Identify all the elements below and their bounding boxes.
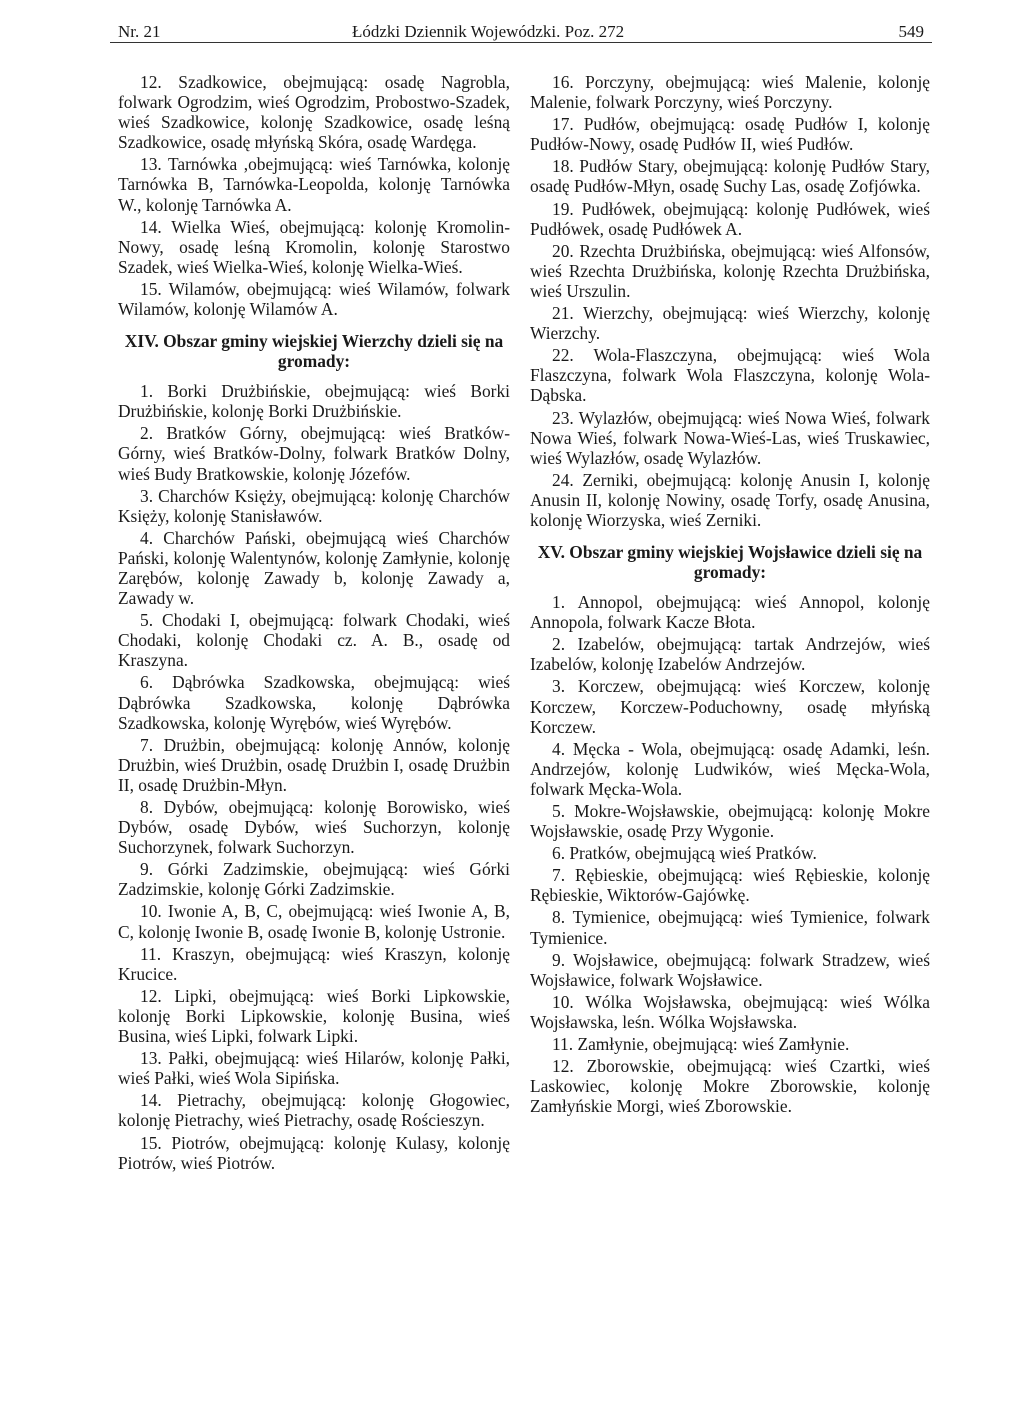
entry-paragraph: 12. Lipki, obejmującą: wieś Borki Lipkowskie, kolonję Borki Lipkowskie, kolonję Busina, wieś Busina, wieś Lipki, folwark Lipki. (118, 985, 510, 1047)
entry-paragraph: 13. Pałki, obejmującą: wieś Hilarów, kolonję Pałki, wieś Pałki, wieś Wola Sipińska. (118, 1048, 510, 1089)
entry-paragraph: 22. Wola-Flaszczyna, obejmującą: wieś Wola Flaszczyna, folwark Wola Flaszczyna, kolonję Wola-Dąbska. (530, 345, 930, 406)
entry-paragraph: 18. Pudłów Stary, obejmującą: kolonję Pudłów Stary, osadę Pudłów-Młyn, osadę Suchy Las, osadę Zofjówka. (530, 156, 930, 197)
paragraph-list-a (118, 72, 510, 319)
entry-paragraph: 1. Annopol, obejmującą: wieś Annopol, kolonję Annopola, folwark Kacze Błota. (530, 592, 930, 633)
entry-paragraph: 6. Pratków, obejmującą wieś Pratków. (552, 843, 817, 864)
entry-paragraph: 12. Szadkowice, obejmującą: osadę Nagrobla, folwark Ogrodzim, wieś Ogrodzim, Probostwo-Szadek, wieś Szadkowice, kolonję Szadkowice, osadę leśną Szadkowice, osadę młyńską Skóra, osadę Wardęga. (118, 72, 510, 153)
left-column (118, 72, 510, 1175)
entry-paragraph: 6. Dąbrówka Szadkowska, obejmującą: wieś Dąbrówka Szadkowska, kolonję Dąbrówka Szadkowska, kolonję Wyrębów, wieś Wyrębów. (118, 672, 510, 733)
paragraph-list-a (530, 72, 930, 530)
entry-paragraph: 9. Wojsławice, obejmującą: folwark Stradzew, wieś Wojsławice, folwark Wojsławice. (530, 949, 930, 990)
entry-paragraph: 9. Górki Zadzimskie, obejmującą: wieś Górki Zadzimskie, kolonję Górki Zadzimskie. (118, 859, 510, 900)
entry-paragraph: 5. Chodaki I, obejmującą: folwark Chodaki, wieś Chodaki, kolonję Chodaki cz. A. B., osadę od Kraszyna. (118, 610, 510, 671)
entry-paragraph: 10. Iwonie A, B, C, obejmującą: wieś Iwonie A, B, C, kolonję Iwonie B, osadę Iwonie B, kolonję Ustronie. (118, 901, 510, 942)
entry-paragraph: 4. Charchów Pański, obejmującą wieś Charchów Pański, kolonję Walentynów, kolonję Zamłynie, kolonję Zarębów, kolonję Zawady b, kolonję Zawady a, Zawady w. (118, 527, 510, 609)
entry-paragraph: 20. Rzechta Drużbińska, obejmującą: wieś Alfonsów, wieś Rzechta Drużbińska, kolonję Rzechta Drużbińska, wieś Urszulin. (530, 240, 930, 301)
entry-paragraph: 14. Wielka Wieś, obejmującą: kolonję Kromolin-Nowy, osadę leśną Kromolin, kolonję Starostwo Szadek, wieś Wielka-Wieś, kolonję Wielka-Wieś. (118, 216, 510, 277)
entry-paragraph: 21. Wierzchy, obejmującą: wieś Wierzchy, kolonję Wierzchy. (530, 303, 930, 344)
entry-paragraph: 17. Pudłów, obejmującą: osadę Pudłów I, kolonję Pudłów-Nowy, osadę Pudłów II, wieś Pudłów. (530, 114, 930, 155)
header-rule (110, 42, 932, 43)
entry-paragraph: 8. Tymienice, obejmującą: wieś Tymienice, folwark Tymienice. (530, 907, 930, 948)
entry-paragraph: 7. Drużbin, obejmującą: kolonję Annów, kolonję Drużbin, wieś Drużbin, osadę Drużbin I, osadę Drużbin II, osadę Drużbin-Młyn. (118, 734, 510, 795)
entry-paragraph: 4. Męcka - Wola, obejmującą: osadę Adamki, leśn. Andrzejów, kolonję Ludwików, wieś Męcka-Wola, folwark Męcka-Wola. (530, 738, 930, 799)
entry-paragraph: 11. Zamłynie, obejmującą: wieś Zamłynie. (552, 1034, 850, 1055)
entry-paragraph: 24. Zerniki, obejmującą: kolonję Anusin I, kolonję Anusin II, kolonję Nowiny, osadę Torfy, osadę Anusina, kolonję Wiorzyska, wieś Zerniki. (530, 469, 930, 530)
entry-paragraph: 11. Kraszyn, obejmującą: wieś Kraszyn, kolonję Krucice. (118, 943, 510, 984)
entry-paragraph: 2. Izabelów, obejmującą: tartak Andrzejów, wieś Izabelów, kolonję Izabelów Andrzejów. (530, 634, 930, 675)
page-number: 549 (898, 22, 924, 41)
paragraph-list-b (530, 592, 930, 1116)
entry-paragraph: 8. Dybów, obejmującą: kolonję Borowisko, wieś Dybów, osadę Dybów, wieś Suchorzyn, kolonję Suchorzynek, folwark Suchorzyn. (118, 797, 510, 858)
entry-paragraph: 23. Wylazłów, obejmującą: wieś Nowa Wieś, folwark Nowa Wieś, folwark Nowa-Wieś-Las, wieś Truskawiec, wieś Wylazłów, osadę Wylazłów. (530, 407, 930, 468)
paragraph-list-b (118, 381, 510, 1173)
issue-number: Nr. 21 (118, 22, 161, 41)
entry-paragraph: 15. Piotrów, obejmującą: kolonję Kulasy, kolonję Piotrów, wieś Piotrów. (118, 1132, 510, 1173)
right-column (530, 72, 930, 1118)
entry-paragraph: 3. Charchów Księży, obejmującą: kolonję Charchów Księży, kolonję Stanisławów. (118, 485, 510, 526)
entry-paragraph: 19. Pudłówek, obejmującą: kolonję Pudłówek, wieś Pudłówek, osadę Pudłówek A. (530, 198, 930, 239)
entry-paragraph: 1. Borki Drużbińskie, obejmującą: wieś Borki Drużbińskie, kolonję Borki Drużbińskie. (118, 381, 510, 422)
entry-paragraph: 5. Mokre-Wojsławskie, obejmującą: kolonję Mokre Wojsławskie, osadę Przy Wygonie. (530, 801, 930, 842)
entry-paragraph: 15. Wilamów, obejmującą: wieś Wilamów, folwark Wilamów, kolonję Wilamów A. (118, 278, 510, 320)
entry-paragraph: 3. Korczew, obejmującą: wieś Korczew, kolonję Korczew, Korczew-Poduchowny, osadę młyńską Korczew. (530, 676, 930, 737)
entry-paragraph: 7. Rębieskie, obejmującą: wieś Rębieskie, kolonję Rębieskie, Wiktorów-Gajówkę. (530, 865, 930, 906)
entry-paragraph: 12. Zborowskie, obejmującą: wieś Czartki, wieś Laskowiec, kolonję Mokre Zborowskie, kolonję Zamłyńskie Morgi, wieś Zborowskie. (530, 1056, 930, 1117)
section-title: XV. Obszar gminy wiejskiej Wojsławice dzieli się na gromady: (537, 542, 923, 583)
section-title: XIV. Obszar gminy wiejskiej Wierzchy dzieli się na gromady: (124, 331, 504, 372)
entry-paragraph: 16. Porczyny, obejmującą: wieś Malenie, kolonję Malenie, folwark Porczyny, wieś Porczyny. (530, 72, 930, 113)
entry-paragraph: 14. Pietrachy, obejmującą: kolonję Głogowiec, kolonję Pietrachy, wieś Pietrachy, osadę Rościeszyn. (118, 1090, 510, 1131)
entry-paragraph: 13. Tarnówka ,obejmującą: wieś Tarnówka, kolonję Tarnówka B, Tarnówka-Leopolda, kolonję Tarnówka W., kolonję Tarnówka A. (118, 154, 510, 215)
entry-paragraph: 2. Bratków Górny, obejmującą: wieś Bratków-Górny, wieś Bratków-Dolny, folwark Bratków Dolny, wieś Budy Bratkowskie, kolonję Józefów. (118, 423, 510, 484)
journal-title: Łódzki Dziennik Wojewódzki. Poz. 272 (352, 22, 625, 41)
entry-paragraph: 10. Wólka Wojsławska, obejmującą: wieś Wólka Wojsławska, leśn. Wólka Wojsławska. (530, 991, 930, 1032)
